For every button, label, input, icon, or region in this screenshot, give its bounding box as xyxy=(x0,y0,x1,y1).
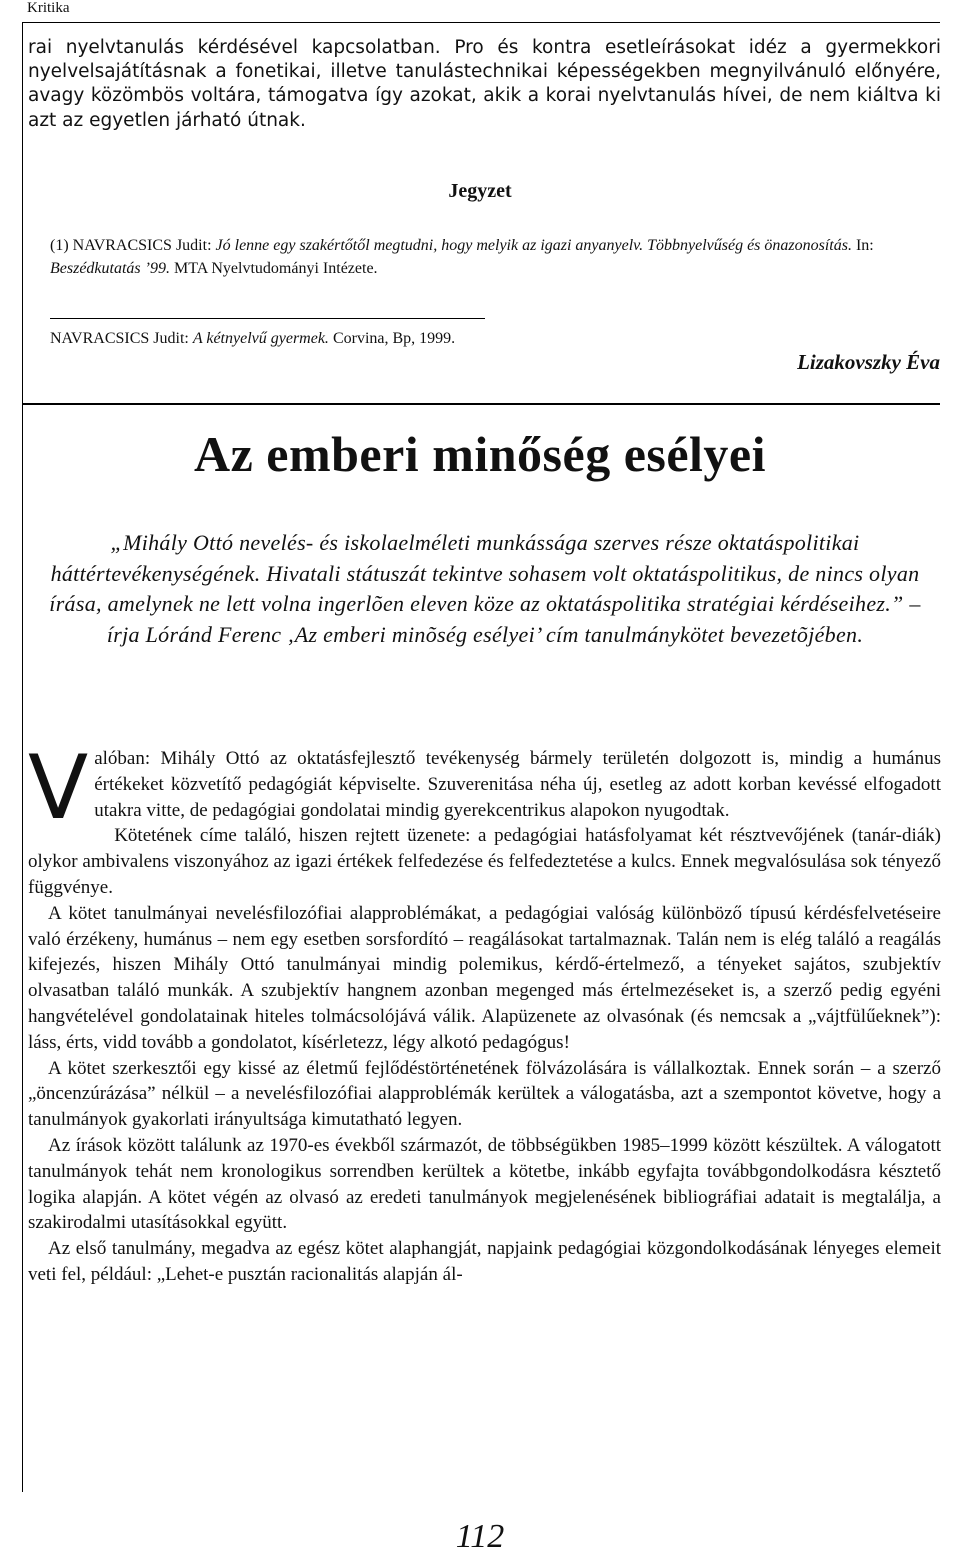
reference-publisher: Corvina, Bp, 1999. xyxy=(328,330,456,347)
reference-divider xyxy=(50,318,485,319)
reference-author: NAVRACSICS Judit: xyxy=(50,330,193,347)
body-paragraph: A kötet szerkesztői egy kissé az életmű fejlődéstörténetének fölvázolására is vállalkoztak. Ennek során – a szerző „öncenzúrázása” nélkül – a nevelésfilozófiai alapproblémák kerültek a válogatásba, azt a szempontot követve, hogy a tanulmányok gyakorlati irányultsága kimutatható legyen. xyxy=(28,1057,941,1131)
title-divider xyxy=(22,403,940,405)
article-body xyxy=(28,736,941,1288)
body-paragraph: A kötet tanulmányai nevelésfilozófiai alapproblémákat, a pedagógiai valóság különböző típusú kérdésfelvetéseire való érzékeny, humánus – nem egy esetben sorsfordító – reagálásokat tartalmaznak. Talán nem is elég találó a reagálás kifejezés, hiszen Mihály Ottó tanulmányai mindig polemikus, kérdő-értelmező, a tényeket sajátos, szubjektív olvasatban találó munkák. A szubjektív hangnem azonban megenged más értelmezéseket is, a szerző pedig egyéni hangvételével gondolatainak hiteles tolmácsolójává válik. Alapüzenete az olvasónak (és nemcsak a „vájtfülűeknek”): láss, érts, vidd tovább a gondolatot, kísérletezz, légy alkotó pedagógus! xyxy=(28,902,941,1053)
body-paragraph: Kötetének címe találó, hiszen rejtett üzenete: a pedagógiai hatásfolyamat két résztvevőjének (tanár-diák) olykor ambivalens viszonyához az igazi értékek felfedezése és felfedeztetése a kulcs. Ennek megvalósulása sok tényező függvénye. xyxy=(28,825,941,898)
body-paragraph xyxy=(28,736,941,839)
book-reference xyxy=(50,328,490,350)
body-paragraph: Az első tanulmány, megadva az egész kötet alaphangját, napjaink pedagógiai közgondolkodásának lényeges elemeit veti fel, például: „Lehet-e pusztán racionalitás alapján ál- xyxy=(28,1238,941,1285)
article-title: Az emberi minőség esélyei xyxy=(193,426,767,482)
body-paragraph: Az írások között találunk az 1970-es évekből származót, de többségükben 1985–1999 között készültek. A válogatott tanulmányok tehát nem kronologikus sorrendben kerültek a kötetbe, inkább egyfajta továbbgondolkodásra késztető logika alapján. A kötet végén az olvasó az eredeti tanulmányok megjelenésének bibliográfiai adatait is megtalálja, a szakirodalmi utasításokkal együtt. xyxy=(28,1134,941,1234)
footnote-in: In: xyxy=(851,237,874,254)
footnote-publisher: MTA Nyelvtudományi Intézete. xyxy=(169,260,378,277)
header-divider xyxy=(22,22,940,23)
intro-paragraph: rai nyelvtanulás kérdésével kapcsolatban. Pro és kontra esetleírásokat idéz a gyermekkori nyelvelsajátításnak a fonetikai, illetve tanulástechnikai képességekben megnyilvánuló előnyére, avagy közömbös voltára, támogatva így azokat, akik a korai nyelvtanulás hívei, de nem kiáltva ki azt az egyetlen járható útnak. xyxy=(28,37,941,131)
footnote-marker: (1) NAVRACSICS Judit: xyxy=(50,237,216,254)
footnote-title: Jó lenne egy szakértőtől megtudni, hogy melyik az igazi anyanyelv. Többnyelvűség és önazonosítás. xyxy=(215,237,852,254)
notes-heading: Jegyzet xyxy=(448,180,512,202)
review-author: Lizakovszky Éva xyxy=(797,350,940,374)
section-label: Kritika xyxy=(27,0,70,16)
drop-cap: V xyxy=(28,736,89,839)
lead-quote: „Mihály Ottó nevelés- és iskolaelméleti munkássága szerves része oktatáspolitikai háttértevékenységének. Hivatali státuszát tekintve sohasem volt oktatáspolitikus, de nincs olyan írása, amelynek ne lett volna ingerlõen eleven köze az oktatáspolitika stratégiai kérdéseihez.” – írja Lóránd Ferenc ‚Az emberi minõség esélyei’ cím tanulmánykötet bevezetõjében. xyxy=(49,530,921,647)
footnote-source: Beszédkutatás ’99. xyxy=(50,260,170,277)
page-number: 112 xyxy=(455,1518,505,1555)
body-paragraph-text: alóban: Mihály Ottó az oktatásfejlesztő tevékenység bármely területén dolgozott is, mindig a humánus értékeket közvetítő pedagógiát képviselte. Szuverenitása néha új, esetleg az adott korban kevéssé elfogadott utakra vitte, de pedagógiai gondolatai mindig gyerekcentrikus alapokon nyugodtak. xyxy=(94,748,941,821)
reference-title: A kétnyelvű gyermek. xyxy=(192,330,329,347)
footnote-entry xyxy=(50,234,940,280)
left-margin-rule xyxy=(22,22,23,1492)
